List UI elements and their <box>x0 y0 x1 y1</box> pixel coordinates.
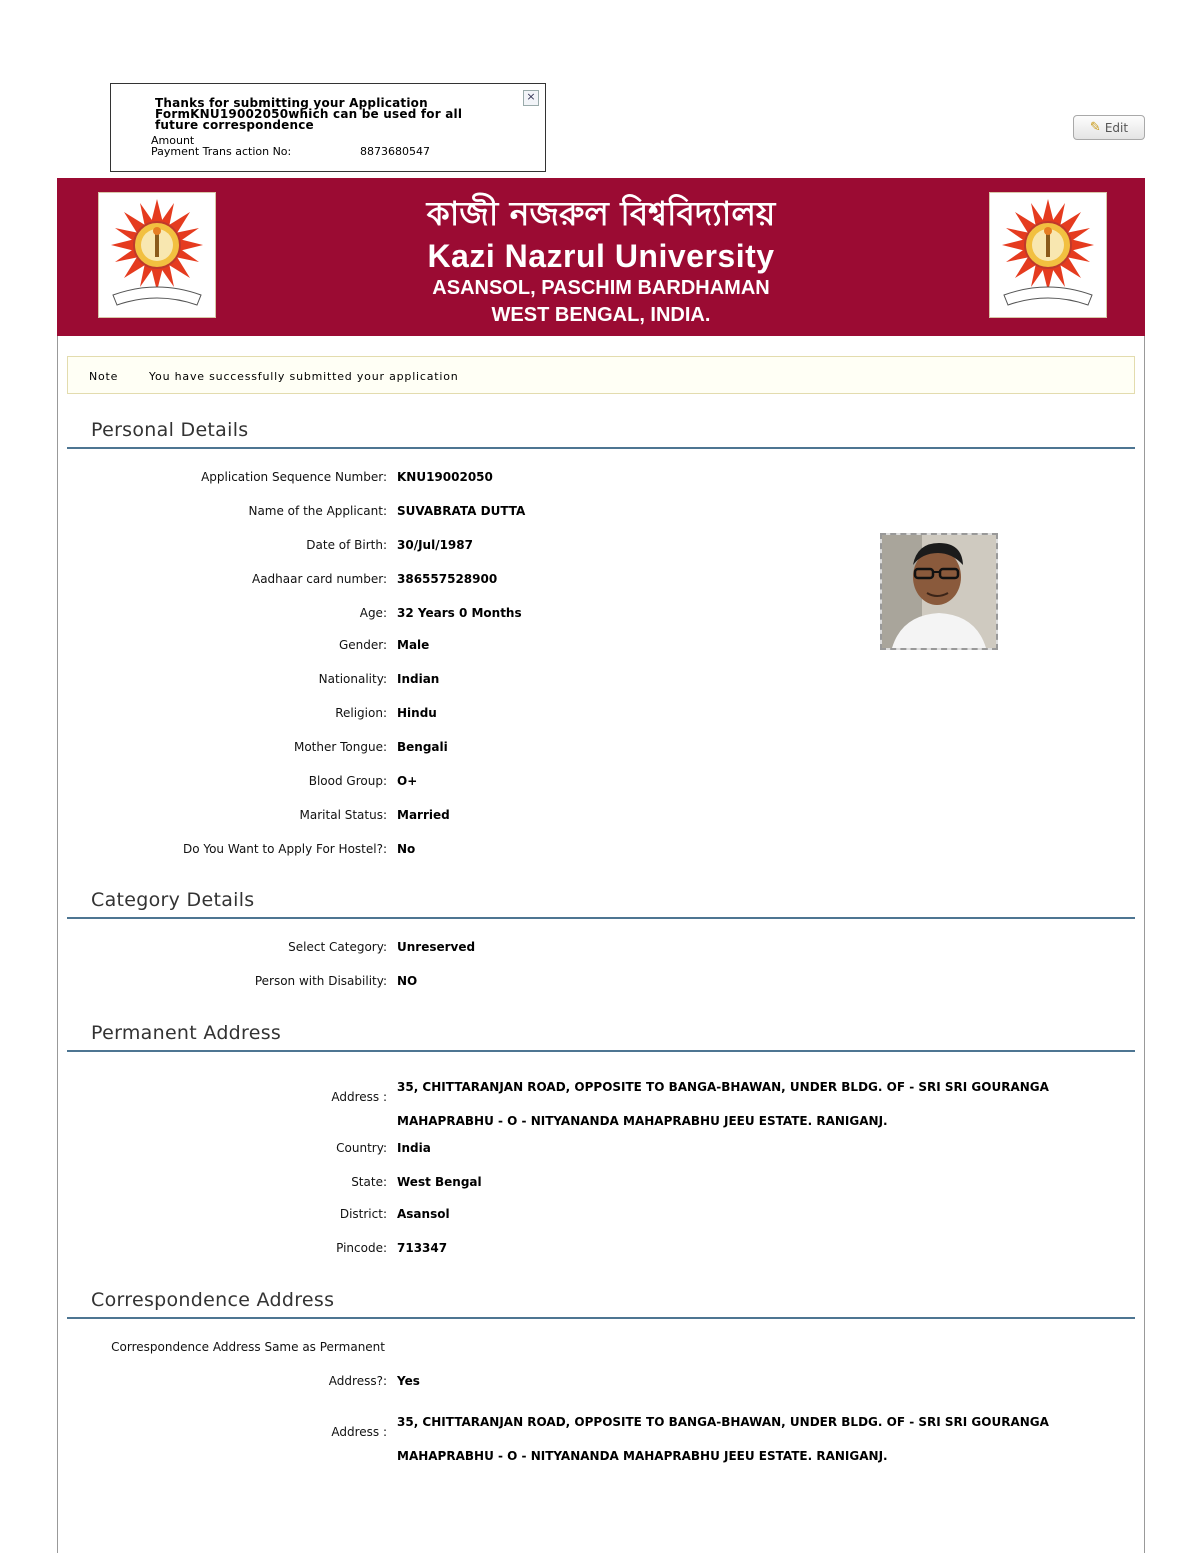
field-row <box>0 638 1200 658</box>
pencil-icon: ✎ <box>1089 120 1101 135</box>
field-label: Person with Disability: <box>254 974 387 988</box>
section-permanent-address <box>67 1018 1135 1052</box>
field-row <box>0 1207 1200 1227</box>
field-label: District: <box>339 1207 387 1221</box>
field-value: Male <box>397 638 430 652</box>
field-value: Hindu <box>397 706 437 720</box>
amount-label: Amount <box>151 134 195 147</box>
field-row <box>0 538 1200 558</box>
field-row <box>0 470 1200 490</box>
university-name-english: Kazi Nazrul University <box>427 238 775 274</box>
field-value: 35, CHITTARANJAN ROAD, OPPOSITE TO BANGA-BHAWAN, UNDER BLDG. OF - SRI SRI GOURANGA MAHAPRABHU - O - NITYANANDA MAHAPRABHU JEEU ESTATE. RANIGANJ. <box>397 1080 1049 1128</box>
university-banner <box>57 178 1145 336</box>
field-row <box>0 1080 1200 1128</box>
field-label: Address : <box>331 1090 387 1104</box>
field-value: Unreserved <box>397 940 476 954</box>
field-label: Name of the Applicant: <box>248 504 387 518</box>
field-row <box>0 1415 1200 1463</box>
edit-label: Edit <box>1104 120 1129 135</box>
field-value: SUVABRATA DUTTA <box>397 504 526 518</box>
edit-button[interactable] <box>1073 115 1145 140</box>
field-row <box>0 504 1200 524</box>
thanks-message: Thanks for submitting your Application FormKNU19002050which can be used for all future correspondence <box>155 96 463 132</box>
field-label: Correspondence Address Same as Permanent <box>111 1340 385 1354</box>
university-location-line1: ASANSOL, PASCHIM BARDHAMAN <box>432 277 770 299</box>
field-value: Married <box>397 808 450 822</box>
field-label: Marital Status: <box>299 808 387 822</box>
section-heading: Personal Details <box>91 419 249 441</box>
field-value: Indian <box>397 672 440 686</box>
section-correspondence-address <box>67 1285 1135 1319</box>
field-value: 386557528900 <box>397 572 498 586</box>
field-value: 30/Jul/1987 <box>397 538 473 552</box>
field-value: Yes <box>397 1374 420 1388</box>
field-row <box>0 940 1200 960</box>
field-row <box>0 1175 1200 1195</box>
field-row <box>0 974 1200 994</box>
field-row <box>0 572 1200 592</box>
payment-label: Payment Trans action No: <box>151 145 292 158</box>
section-heading: Category Details <box>91 889 255 911</box>
field-value: NO <box>397 974 418 988</box>
note-text: You have successfully submitted your application <box>149 370 459 383</box>
section-category-details <box>67 885 1135 919</box>
field-value: 35, CHITTARANJAN ROAD, OPPOSITE TO BANGA-BHAWAN, UNDER BLDG. OF - SRI SRI GOURANGA MAHAPRABHU - O - NITYANANDA MAHAPRABHU JEEU ESTATE. RANIGANJ. <box>397 1415 1049 1463</box>
field-label: Address : <box>331 1425 387 1439</box>
field-row <box>0 1141 1200 1161</box>
field-label: Blood Group: <box>308 774 387 788</box>
field-value: India <box>397 1141 431 1155</box>
field-row <box>0 672 1200 692</box>
field-value: O+ <box>397 774 418 788</box>
field-row <box>0 842 1200 862</box>
field-label: Country: <box>336 1141 387 1155</box>
field-label: Age: <box>359 606 387 620</box>
field-label: State: <box>351 1175 387 1189</box>
field-label: Mother Tongue: <box>293 740 387 754</box>
field-row <box>0 808 1200 828</box>
close-icon[interactable]: × <box>523 90 539 106</box>
field-value: 713347 <box>397 1241 448 1255</box>
field-label: Select Category: <box>288 940 387 954</box>
field-label: Date of Birth: <box>306 538 387 552</box>
submission-notice <box>110 83 546 172</box>
field-label: Gender: <box>338 638 387 652</box>
field-row <box>0 1374 1200 1394</box>
section-personal-details <box>67 415 1135 449</box>
field-label: Aadhaar card number: <box>251 572 387 586</box>
applicant-photo <box>880 533 998 650</box>
field-value: 32 Years 0 Months <box>397 606 522 620</box>
field-value: Bengali <box>397 740 448 754</box>
field-row <box>0 740 1200 760</box>
success-note <box>67 356 1135 394</box>
section-heading: Permanent Address <box>91 1022 282 1044</box>
university-logo-right <box>989 192 1107 318</box>
field-label: Pincode: <box>336 1241 387 1255</box>
field-value: KNU19002050 <box>397 470 493 484</box>
field-value: Asansol <box>397 1207 450 1221</box>
field-label: Address?: <box>328 1374 387 1388</box>
field-row <box>0 1241 1200 1261</box>
university-location-line2: WEST BENGAL, INDIA. <box>491 304 711 326</box>
field-row <box>0 774 1200 794</box>
university-name-bengali: কাজী নজরুল বিশ্ববিদ্যালয় <box>426 194 776 233</box>
field-row <box>0 706 1200 726</box>
field-value: No <box>397 842 416 856</box>
field-value: West Bengal <box>397 1175 482 1189</box>
field-row <box>0 1340 1200 1360</box>
payment-value: 8873680547 <box>360 145 430 158</box>
note-label: Note <box>89 370 119 383</box>
field-label: Application Sequence Number: <box>201 470 387 484</box>
section-heading: Correspondence Address <box>91 1289 335 1311</box>
field-label: Do You Want to Apply For Hostel?: <box>182 842 387 856</box>
field-row <box>0 606 1200 626</box>
field-label: Nationality: <box>318 672 387 686</box>
field-label: Religion: <box>335 706 387 720</box>
